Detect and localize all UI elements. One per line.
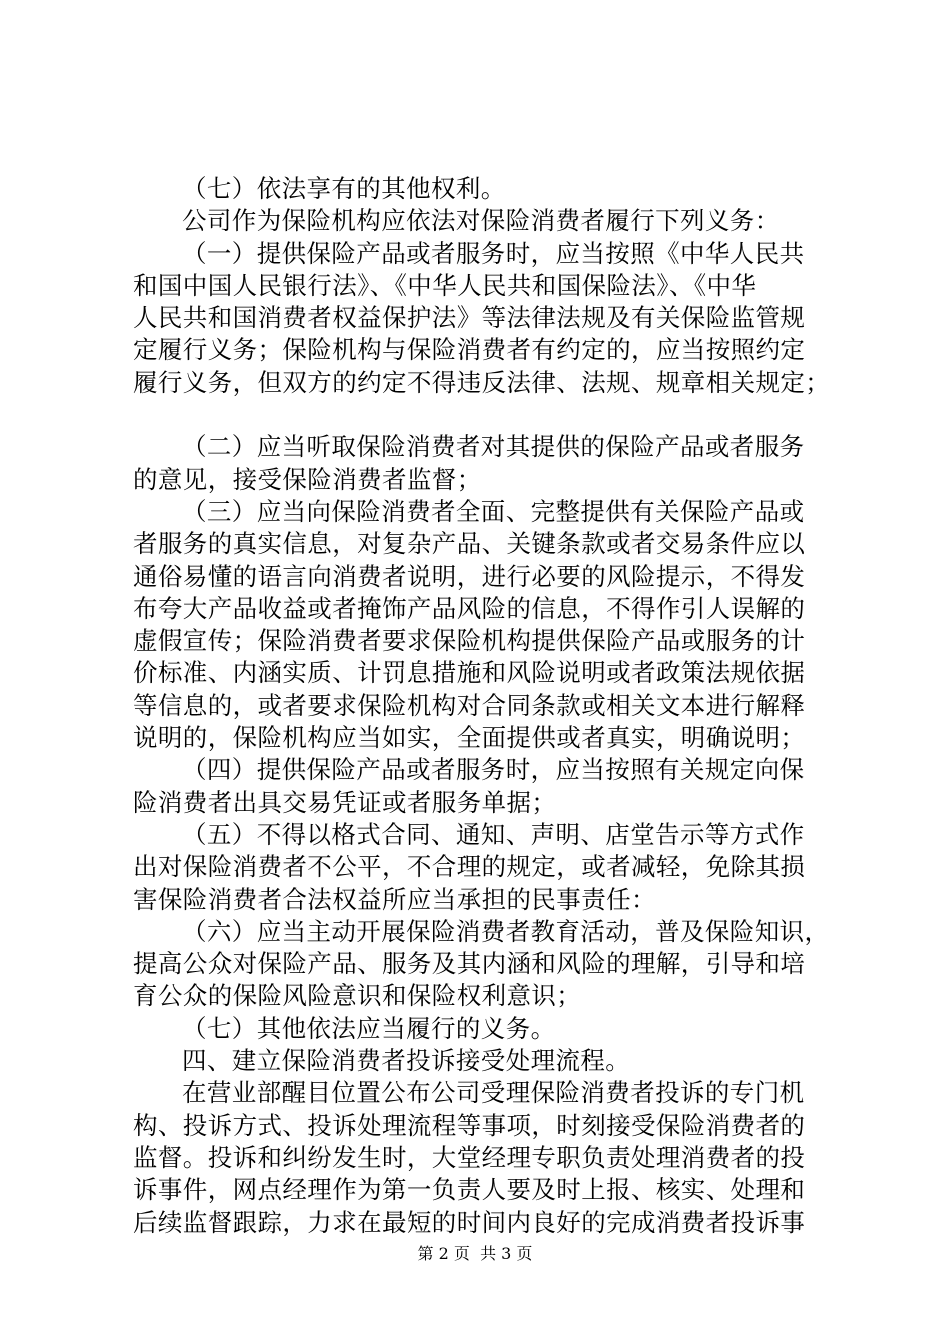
paragraph-line: 公司作为保险机构应依法对保险消费者履行下列义务： xyxy=(182,206,780,236)
paragraph-line: 虚假宣传；保险消费者要求保险机构提供保险产品或服务的计 xyxy=(133,626,806,656)
paragraph-line: 和国中国人民银行法》、《中华人民共和国保险法》、《中华 xyxy=(133,270,757,300)
paragraph-line: 出对保险消费者不公平，不合理的规定，或者减轻，免除其损 xyxy=(133,852,806,882)
paragraph-line: 监督。投诉和纠纷发生时，大堂经理专职负责处理消费者的投 xyxy=(133,1142,806,1172)
blank-line xyxy=(133,399,833,431)
paragraph-line: （七）依法享有的其他权利。 xyxy=(182,174,506,203)
paragraph-line: 育公众的保险风险意识和保险权利意识； xyxy=(133,981,582,1011)
paragraph-line: 提高公众对保险产品、服务及其内涵和风险的理解，引导和培 xyxy=(133,949,806,979)
paragraph-line: 的意见，接受保险消费者监督； xyxy=(133,464,482,494)
paragraph-line: 构、投诉方式、投诉处理流程等事项，时刻接受保险消费者的 xyxy=(133,1110,806,1140)
paragraph-line: 价标准、内涵实质、计罚息措施和风险说明或者政策法规依据 xyxy=(133,658,806,688)
paragraph-line: （三）应当向保险消费者全面、完整提供有关保险产品或 xyxy=(182,496,805,526)
paragraph-line: （二）应当听取保险消费者对其提供的保险产品或者服务 xyxy=(182,432,805,462)
paragraph-line: 定履行义务；保险机构与保险消费者有约定的，应当按照约定 xyxy=(133,335,806,365)
paragraph-line: 害保险消费者合法权益所应当承担的民事责任： xyxy=(133,884,656,914)
paragraph-line: 险消费者出具交易凭证或者服务单据； xyxy=(133,787,557,817)
paragraph-line: 后续监督跟踪，力求在最短的时间内良好的完成消费者投诉事 xyxy=(133,1207,806,1237)
paragraph-line: 在营业部醒目位置公布公司受理保险消费者投诉的专门机 xyxy=(182,1078,805,1108)
paragraph-line: 等信息的，或者要求保险机构对合同条款或相关文本进行解释 xyxy=(133,690,806,720)
paragraph-line: （六）应当主动开展保险消费者教育活动，普及保险知识， xyxy=(182,916,830,946)
paragraph-line: 诉事件，网点经理作为第一负责人要及时上报、核实、处理和 xyxy=(133,1175,806,1205)
paragraph-line: （五）不得以格式合同、通知、声明、店堂告示等方式作 xyxy=(182,819,805,849)
document-body xyxy=(133,173,833,1239)
paragraph-line: 履行义务，但双方的约定不得违反法律、法规、规章相关规定； xyxy=(133,367,831,397)
section-heading: 四、建立保险消费者投诉接受处理流程。 xyxy=(182,1046,631,1076)
paragraph-line: 人民共和国消费者权益保护法》等法律法规及有关保险监管规 xyxy=(133,303,806,333)
paragraph-line: （七）其他依法应当履行的义务。 xyxy=(182,1013,556,1043)
paragraph-line: 通俗易懂的语言向消费者说明，进行必要的风险提示，不得发 xyxy=(133,561,806,591)
paragraph-line: （一）提供保险产品或者服务时，应当按照《中华人民共 xyxy=(182,238,805,268)
paragraph-line: （四）提供保险产品或者服务时，应当按照有关规定向保 xyxy=(182,755,805,785)
paragraph-line: 者服务的真实信息，对复杂产品、关键条款或者交易条件应以 xyxy=(133,529,806,559)
page-number-footer: 第 2 页 共 3 页 xyxy=(417,1244,533,1263)
paragraph-line: 布夸大产品收益或者掩饰产品风险的信息，不得作引人误解的 xyxy=(133,593,806,623)
paragraph-line: 说明的，保险机构应当如实，全面提供或者真实，明确说明； xyxy=(133,723,806,753)
